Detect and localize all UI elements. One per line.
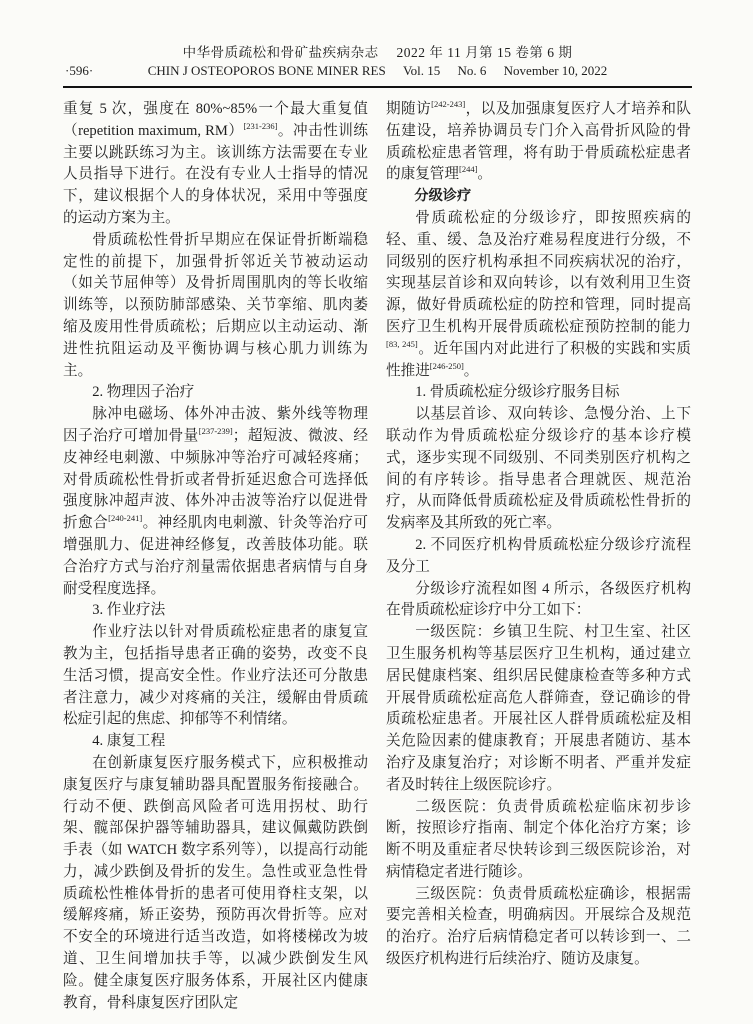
body-paragraph: 以基层首诊、双向转诊、急慢分治、上下联动作为骨质疏松症分级诊疗的基本诊疗模式，逐步实现不同级别、不同类别医疗机构之间的有序转诊。指导患者合理就医、规范治疗，从而降低骨质疏松症及骨质疏松性骨折的发病率及其所致的死亡率。	[386, 406, 691, 532]
subheading: 4. 康复工程	[92, 733, 166, 750]
body-paragraph: 重复 5 次，强度在 80%~85%一个最大重复值（repetition maximum, RM）[231-236]。冲击性训练主要以跳跃练习为主。该训练方法需要在专业人员指导下进行。在没有专业人士指导的情况下，建议根据个人的身体状况，采用中等强度的运动方案为主。	[63, 101, 368, 226]
issue-number-label: No. 6	[457, 63, 487, 78]
right-column	[386, 99, 691, 1014]
reference-citation: [83, 245]	[386, 338, 418, 349]
body-paragraph: 期随访[242-243]，以及加强康复医疗人才培养和队伍建设，培养协调员专门介入高骨折风险的骨质疏松症患者管理，将有助于骨质疏松症患者的康复管理[244]。	[386, 99, 691, 183]
reference-citation: [231-236]	[243, 120, 278, 131]
issue-date: November 10, 2022	[503, 63, 608, 78]
body-paragraph: 分级诊疗流程如图 4 所示，各级医疗机构在骨质疏松症诊疗中分工如下：	[386, 580, 691, 619]
journal-title-en: CHIN J OSTEOPOROS BONE MINER RES	[147, 63, 386, 78]
left-column	[63, 99, 368, 1014]
volume-label: Vol. 15	[402, 63, 441, 78]
section-heading: 分级诊疗	[414, 188, 472, 205]
body-paragraph: 脉冲电磁场、体外冲击波、紫外线等物理因子治疗可增加骨量[237-239]；超短波、微波、经皮神经电刺激、中频脉冲等治疗可减轻疼痛；对骨质疏松性骨折或者骨折延迟愈合可选择低强度脉冲超声波、体外冲击波等治疗以促进骨折愈合[240-241]。神经肌肉电刺激、针灸等治疗可增强肌力、促进神经修复，改善肢体功能。联合治疗方式与治疗剂量需依据患者病情与自身耐受程度选择。	[63, 406, 368, 597]
body-paragraph: 作业疗法以针对骨质疏松症患者的康复宣教为主，包括指导患者正确的姿势，改变不良生活习惯，提高安全性。作业疗法还可分散患者注意力，减少对疼痛的关注，缓解由骨质疏松症引起的焦虑、抑郁等不利情绪。	[63, 624, 368, 728]
header-rule	[63, 86, 692, 88]
issue-info-cn: 2022 年 11 月第 15 卷第 6 期	[396, 45, 573, 60]
subheading: 1. 骨质疏松症分级诊疗服务目标	[415, 384, 620, 401]
subheading: 2. 物理因子治疗	[92, 384, 195, 401]
subheading: 3. 作业疗法	[92, 602, 166, 619]
page-number: ·596·	[65, 63, 94, 78]
body-paragraph: 骨质疏松性骨折早期应在保证骨折断端稳定性的前提下，加强骨折邻近关节被动运动（如关节屈伸等）及骨折周围肌肉的等长收缩训练等，以预防肺部感染、关节挛缩、肌肉萎缩及废用性骨质疏松；后期应以主动运动、渐进性抗阻运动及平衡协调与核心肌力训练为主。	[63, 231, 368, 379]
header-line-cn	[63, 44, 692, 61]
reference-citation: [240-241]	[108, 513, 143, 524]
reference-citation: [246-250]	[429, 360, 464, 371]
journal-title-cn: 中华骨质疏松和骨矿盐疾病杂志	[182, 45, 379, 60]
body-paragraph: 二级医院：负责骨质疏松症临床初步诊断，按照诊疗指南、制定个体化治疗方案；诊断不明及重症者尽快转诊到三级医院诊治，对病情稳定者进行随诊。	[386, 798, 691, 880]
body-paragraph: 骨质疏松症的分级诊疗，即按照疾病的轻、重、缓、急及治疗难易程度进行分级，不同级别的医疗机构承担不同疾病状况的治疗，实现基层首诊和双向转诊，以有效利用卫生资源，做好骨质疏松症的防控和管理，同时提高医疗卫生机构开展骨质疏松症预防控制的能力[83, 245]。近年国内对此进行了积极的实践和实质性推进[246-250]。	[386, 209, 691, 379]
reference-citation: [242-243]	[431, 99, 466, 110]
page-header	[63, 44, 692, 79]
body-paragraph: 三级医院：负责骨质疏松症确诊，根据需要完善相关检查，明确病因。开展综合及规范的治疗。治疗后病情稳定者可以转诊到一、二级医疗机构进行后续治疗、随访及康复。	[386, 885, 691, 968]
body-paragraph: 在创新康复医疗服务模式下，应积极推动康复医疗与康复辅助器具配置服务衔接融合。行动不便、跌倒高风险者可选用拐杖、助行架、髋部保护器等辅助器具，建议佩戴防跌倒手表（如 WATCH 数字系列等），以提高行动能力，减少跌倒及骨折的发生。急性或亚急性骨质疏松性椎体骨折的患者可使用脊柱支架，以缓解疼痛，矫正姿势，预防再次骨折等。应对不安全的环境进行适当改造，如将楼梯改为坡道、卫生间增加扶手等，以减少跌倒发生风险。健全康复医疗服务体系，开展社区内健康教育，骨科康复医疗团队定	[63, 754, 368, 1011]
header-line-en	[63, 62, 692, 79]
subheading: 2. 不同医疗机构骨质疏松症分级诊疗流程及分工	[386, 536, 691, 575]
reference-citation: [237-239]	[198, 426, 233, 437]
article-body	[63, 99, 692, 1014]
reference-citation: [244]	[458, 164, 478, 175]
body-paragraph: 一级医院：乡镇卫生院、村卫生室、社区卫生服务机构等基层医疗卫生机构，通过建立居民健康档案、组织居民健康检查等多种方式开展骨质疏松症高危人群筛查，登记确诊的骨质疏松症患者。开展社区人群骨质疏松症及相关危险因素的健康教育；开展患者随访、基本治疗及康复治疗；对诊断不明者、严重并发症者及时转往上级医院诊疗。	[386, 624, 691, 793]
